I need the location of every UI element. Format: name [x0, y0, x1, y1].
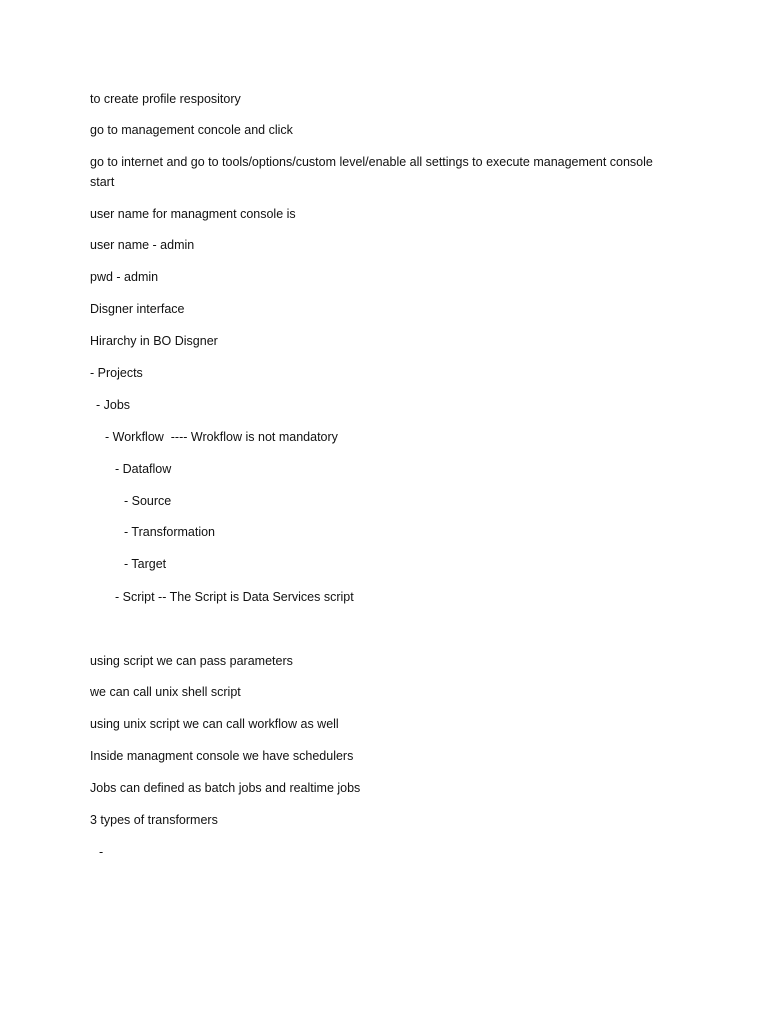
text-line: Hirarchy in BO Disgner	[90, 334, 218, 348]
text-line: start	[90, 175, 115, 189]
text-line: - Projects	[90, 366, 143, 380]
text-line: Jobs can defined as batch jobs and realtime jobs	[90, 781, 361, 795]
text-line: - Transformation	[124, 525, 216, 539]
text-line: - Target	[124, 557, 167, 571]
text-line: go to internet and go to tools/options/custom level/enable all settings to execute management console	[90, 155, 653, 169]
text-line: go to management concole and click	[90, 123, 293, 137]
text-line: - Script -- The Script is Data Services script	[115, 590, 354, 604]
text-line: - Source	[124, 494, 172, 508]
text-line: user name - admin	[90, 238, 195, 252]
text-line: user name for managment console is	[90, 207, 296, 221]
text-line: -	[99, 845, 104, 859]
text-line: - Workflow ---- Wrokflow is not mandatory	[105, 430, 338, 444]
text-line: 3 types of transformers	[90, 813, 218, 827]
text-line: using script we can pass parameters	[90, 654, 293, 668]
text-line: - Dataflow	[115, 462, 172, 476]
text-line: pwd - admin	[90, 270, 159, 284]
text-line: Disgner interface	[90, 302, 185, 316]
text-line: Inside managment console we have schedulers	[90, 749, 354, 763]
text-line: to create profile respository	[90, 92, 241, 106]
text-line: using unix script we can call workflow as well	[90, 717, 339, 731]
text-line: we can call unix shell script	[90, 685, 241, 699]
text-line: - Jobs	[96, 398, 131, 412]
